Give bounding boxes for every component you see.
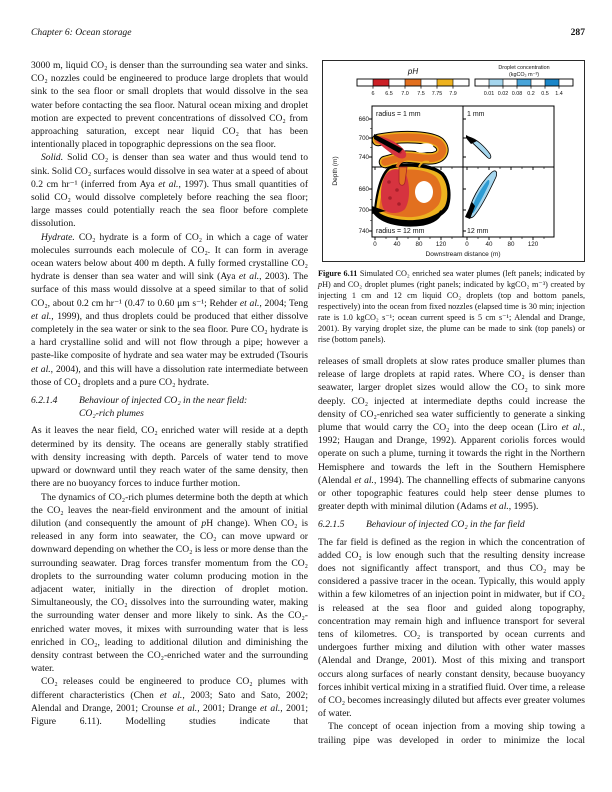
paragraph-near-field-2: The dynamics of CO₂-rich plumes determine both the depth at which the CO₂ leaves the near-field environment and the amount of initial dilution (and consequently the amount of pH change). When CO₂ is released in any form into seawater, the CO₂ can move upward or downward depending on whether the CO₂ is less or more dense than the surrounding seawater. Drag forces transfer momentum from the CO₂ droplets to the surrounding water column producing motion in the adjacent water, initially in the direction of droplet motion. Simultaneously, the CO₂ dissolves into the surrounding water, making the surrounding water denser and more likely to sink. As the CO₂-enriched water moves, it mixes with surrounding water that is less enriched in CO₂, leading to additional dilution and diminishing the density contrast between the CO₂-enriched water and the surrounding water. bbox=[31, 491, 308, 675]
svg-text:40: 40 bbox=[485, 241, 493, 248]
right-column bbox=[318, 355, 585, 747]
panel-label-top-right: 1 mm bbox=[467, 111, 485, 118]
svg-text:740: 740 bbox=[358, 154, 369, 161]
svg-text:7.75: 7.75 bbox=[431, 91, 443, 97]
svg-text:740: 740 bbox=[358, 228, 369, 235]
svg-text:0: 0 bbox=[465, 241, 469, 248]
section-heading-6214 bbox=[31, 394, 308, 420]
svg-text:700: 700 bbox=[358, 207, 369, 214]
ph-colorbar-title: pH bbox=[407, 67, 419, 76]
svg-text:6: 6 bbox=[371, 91, 375, 97]
svg-text:1.4: 1.4 bbox=[555, 91, 563, 97]
svg-text:7.9: 7.9 bbox=[449, 91, 457, 97]
svg-text:0.5: 0.5 bbox=[541, 91, 549, 97]
droplet-chip-mid bbox=[517, 79, 531, 86]
ph-chip-red bbox=[373, 79, 389, 86]
section-number: 6.2.1.5 bbox=[318, 519, 345, 531]
section-title: Behaviour of injected CO₂ in the far field bbox=[366, 519, 525, 531]
figure-caption: Figure 6.11 Simulated CO₂ enriched sea water plumes (left panels; indicated by pH) and CO₂ droplet plumes (right panels; indicated by kgCO₂ m⁻³) created by injecting 1 cm and 12 cm liquid CO₂ droplets (top and bottom panels, respectively) into the ocean from fixed nozzles (elapsed time is 30 min; injection rate is 1.0 kgCO₂ s⁻¹; ocean current speed is 5 cm s⁻¹; Alendal and Drange, 2001). By varying droplet size, the plume can be made to sink (top panels) or rise (bottom panels). bbox=[318, 269, 585, 345]
plume-droplet-1mm bbox=[466, 135, 491, 158]
droplet-colorbar-title: Droplet concentration bbox=[498, 65, 550, 71]
droplet-chip-light bbox=[489, 79, 503, 86]
page-header bbox=[31, 27, 585, 38]
svg-text:660: 660 bbox=[358, 116, 369, 123]
svg-text:120: 120 bbox=[527, 241, 539, 248]
svg-text:0.01: 0.01 bbox=[483, 91, 495, 97]
paragraph-plume-sizes: releases of small droplets at slow rates produce smaller plumes than release of large droplets at rapid rates. Where CO₂ is denser than seawater, larger droplet sizes would allow the CO₂ to sink more deeply. CO₂ injected at intermediate depths could increase the density of CO₂-enriched sea water sufficiently to generate a sinking plume that would carry the CO₂ into the deep ocean (Liro et al., 1992; Haugan and Drange, 1992). Apparent coriolis forces would operate on such a plume, turning it towards the right in the Northern Hemisphere and towards the left in the Southern Hemisphere (Alendal et al., 1994). The channelling effects of submarine canyons or other topographic features could help steer dense plumes to greater depth with minimal dilution (Adams et al., 1995). bbox=[318, 356, 586, 513]
svg-text:40: 40 bbox=[393, 241, 401, 248]
paragraph-near-field-1: As it leaves the near field, CO₂ enriched water will reside at a depth determined by its density. The oceans are generally stably stratified with density increasing with depth. Parcels of water tend to move upward or downward until they reach water of the same density, then there are no buoyancy forces to induce further motion. bbox=[31, 425, 308, 490]
paragraph-solid: Solid. Solid CO₂ is denser than sea water and thus would tend to sink. Solid CO₂ surfaces would dissolve in sea water at a speed of about 0.2 cm hr⁻¹ (inferred from Aya et al., 1997). Thus small quantities of solid CO₂ would dissolve completely before reaching the sea floor; large masses could potentially reach the sea floor before complete dissolution. bbox=[31, 152, 309, 230]
section-title: Behaviour of injected CO₂ in the near field: CO₂-rich plumes bbox=[79, 395, 248, 420]
figure-6-11 bbox=[322, 60, 585, 262]
svg-text:6.5: 6.5 bbox=[385, 91, 393, 97]
svg-text:80: 80 bbox=[507, 241, 515, 248]
plume-ph-12mm bbox=[372, 159, 449, 225]
droplet-colorbar-units: (kgCO₂ m⁻³) bbox=[508, 72, 540, 78]
svg-text:0: 0 bbox=[373, 241, 377, 248]
svg-text:80: 80 bbox=[415, 241, 423, 248]
figure-plot bbox=[323, 61, 584, 261]
ph-chip-gold bbox=[437, 79, 453, 86]
panel-label-bottom-left: radius = 12 mm bbox=[376, 228, 425, 235]
ph-colorbar bbox=[357, 67, 469, 97]
paragraph-continuation: 3000 m, liquid CO₂ is denser than the surrounding sea water and sinks. CO₂ nozzles could be engineered to produce large droplets that would sink to the sea floor or small droplets that would dissolve in the sea water before contacting the sea floor. Natural ocean mixing and droplet motion are expected to prevent concentrations of dissolved CO₂ from approaching saturation, except near liquid CO₂ that has been intentionally placed in topographic depressions on the sea floor. bbox=[31, 60, 308, 151]
paragraph-far-field-1: The far field is defined as the region in which the concentration of added CO₂ is low enough such that the resulting density increase does not significantly affect transport, and thus CO₂ may be considered a passive tracer in the ocean. Typically, this would apply within a few kilometres of an injection point in midwater, but if CO₂ is released at the sea floor and guided along topography, concentration may remain high and influence transport for several tens of kilometres. CO₂ is transported by ocean currents and undergoes further mixing and dilution with other water masses (Alendal and Drange, 2001). Most of this mixing and transport occurs along surfaces of nearly constant density, because buoyancy forces inhibit vertical mixing in a stratified fluid. Over time, a release of CO₂ becomes increasingly diluted but affects ever greater volumes of water. bbox=[318, 536, 585, 720]
droplet-colorbar bbox=[475, 65, 573, 97]
droplet-chip-dark bbox=[545, 79, 559, 86]
page-number: 287 bbox=[570, 27, 585, 38]
paragraph-near-field-3: CO₂ releases could be engineered to produce CO₂ plumes with different characteristics (Chen et al., 2003; Sato and Sato, 2002; Alendal and Drange, 2001; Crounse et al., 2001; Drange et al., 2001; Figure 6.11). Modelling studies indicate that bbox=[31, 676, 309, 727]
svg-text:700: 700 bbox=[358, 135, 369, 142]
paragraph-hydrate: Hydrate. CO₂ hydrate is a form of CO₂ in which a cage of water molecules surrounds each molecule of CO₂. It can form in average ocean waters below about 400 m depth. A fully formed crystalline CO₂ hydrate is denser than sea water and will sink (Aya et al., 2003). The surface of this mass would dissolve at a speed similar to that of solid CO₂, about 0.2 cm hr⁻¹ (0.47 to 0.60 μm s⁻¹; Rehder et al., 2004; Teng et al., 1999), and thus droplets could be produced that either dissolve completely in the sea water or sink to the sea floor. Pure CO₂ hydrate is a hard crystalline solid and will not flow through a pipe; however a paste-like composite of hydrate and sea water may be extruded (Tsouris et al., 2004), and this will have a dissolution rate intermediate between those of CO₂ droplets and a pure CO₂ hydrate. bbox=[31, 231, 309, 388]
svg-text:0.2: 0.2 bbox=[527, 91, 535, 97]
left-column bbox=[31, 59, 308, 728]
ph-chip-orange bbox=[405, 79, 421, 86]
section-number: 6.2.1.4 bbox=[31, 395, 58, 407]
panel-label-top-left: radius = 1 mm bbox=[376, 111, 421, 118]
running-head: Chapter 6: Ocean storage bbox=[31, 27, 132, 38]
svg-text:7.0: 7.0 bbox=[401, 91, 409, 97]
x-axis-title: Downstream distance (m) bbox=[425, 251, 501, 258]
plume-droplet-12mm bbox=[465, 171, 497, 219]
svg-text:0.02: 0.02 bbox=[497, 91, 509, 97]
svg-text:120: 120 bbox=[435, 241, 447, 248]
svg-text:0.08: 0.08 bbox=[511, 91, 523, 97]
panel-label-bottom-right: 12 mm bbox=[467, 228, 489, 235]
svg-text:660: 660 bbox=[358, 186, 369, 193]
svg-text:7.5: 7.5 bbox=[417, 91, 425, 97]
paragraph-far-field-2: The concept of ocean injection from a moving ship towing a trailing pipe was developed in order to minimize the local bbox=[318, 721, 585, 746]
y-axis-title: Depth (m) bbox=[332, 156, 339, 186]
section-heading-6215 bbox=[318, 518, 585, 531]
